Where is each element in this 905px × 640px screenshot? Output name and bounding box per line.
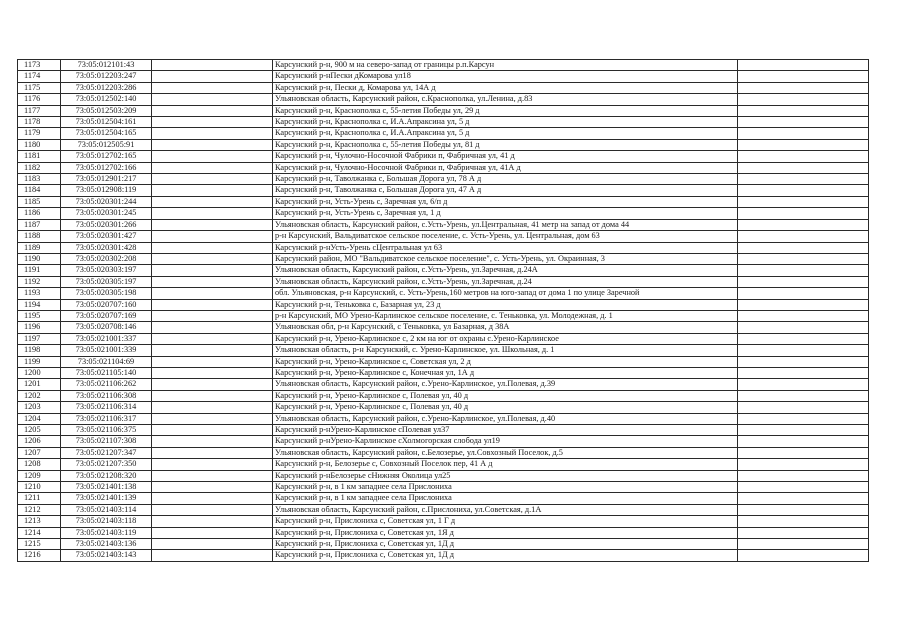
table-row <box>18 459 869 470</box>
empty-cell <box>152 242 273 253</box>
empty-cell <box>152 379 273 390</box>
cadastral-number-cell: 73:05:020708:146 <box>61 322 152 333</box>
table-row <box>18 322 869 333</box>
cadastral-number-cell: 73:05:020301:266 <box>61 219 152 230</box>
table-row <box>18 242 869 253</box>
cadastral-number-cell: 73:05:021104:69 <box>61 356 152 367</box>
empty-cell <box>738 367 869 378</box>
table-row <box>18 71 869 82</box>
row-number-cell: 1203 <box>18 402 61 413</box>
address-cell: Ульяновская область, Карсунский район, с.Усть-Урень, ул.Заречная, д.24А <box>273 265 738 276</box>
empty-cell <box>738 139 869 150</box>
address-cell: Карсунский р-н, Урено-Карлинское с, Полевая ул, 40 д <box>273 402 738 413</box>
empty-cell <box>152 436 273 447</box>
empty-cell <box>152 82 273 93</box>
empty-cell <box>738 253 869 264</box>
table-row <box>18 60 869 71</box>
row-number-cell: 1175 <box>18 82 61 93</box>
address-cell: Карсунский р-н, Краснополка с, И.А.Апраксина ул, 5 д <box>273 117 738 128</box>
row-number-cell: 1215 <box>18 539 61 550</box>
row-number-cell: 1188 <box>18 231 61 242</box>
table-row <box>18 105 869 116</box>
row-number-cell: 1183 <box>18 174 61 185</box>
cadastral-number-cell: 73:05:020305:197 <box>61 276 152 287</box>
table-row <box>18 265 869 276</box>
empty-cell <box>738 413 869 424</box>
cadastral-number-cell: 73:05:021001:337 <box>61 333 152 344</box>
cadastral-number-cell: 73:05:012901:217 <box>61 174 152 185</box>
empty-cell <box>738 527 869 538</box>
empty-cell <box>152 413 273 424</box>
cadastral-number-cell: 73:05:021403:119 <box>61 527 152 538</box>
row-number-cell: 1204 <box>18 413 61 424</box>
cadastral-number-cell: 73:05:012908:119 <box>61 185 152 196</box>
row-number-cell: 1202 <box>18 390 61 401</box>
row-number-cell: 1216 <box>18 550 61 561</box>
row-number-cell: 1198 <box>18 345 61 356</box>
row-number-cell: 1196 <box>18 322 61 333</box>
empty-cell <box>738 242 869 253</box>
row-number-cell: 1210 <box>18 482 61 493</box>
cadastral-number-cell: 73:05:021106:317 <box>61 413 152 424</box>
empty-cell <box>738 322 869 333</box>
cadastral-number-cell: 73:05:012702:165 <box>61 151 152 162</box>
table-row <box>18 425 869 436</box>
address-cell: р-н Карсунский, Вальдиватское сельское поселение, с. Усть-Урень, ул. Центральная, дом 63 <box>273 231 738 242</box>
address-cell: Карсунский р-н, Прислониха с, Советская ул, 1 Г д <box>273 516 738 527</box>
address-cell: Карсунский р-н, Прислониха с, Советская ул, 1Я д <box>273 527 738 538</box>
cadastral-number-cell: 73:05:020707:169 <box>61 310 152 321</box>
row-number-cell: 1207 <box>18 447 61 458</box>
empty-cell <box>738 493 869 504</box>
empty-cell <box>738 174 869 185</box>
address-cell: Карсунский р-н, Пески д, Комарова ул, 14А д <box>273 82 738 93</box>
empty-cell <box>152 265 273 276</box>
empty-cell <box>738 299 869 310</box>
empty-cell <box>152 128 273 139</box>
table-row <box>18 151 869 162</box>
address-cell: Карсунский р-нУрено-Карлинское сХолмогорская слобода ул19 <box>273 436 738 447</box>
table-row <box>18 162 869 173</box>
row-number-cell: 1201 <box>18 379 61 390</box>
cadastral-number-cell: 73:05:021106:262 <box>61 379 152 390</box>
table-row <box>18 310 869 321</box>
empty-cell <box>738 390 869 401</box>
empty-cell <box>152 356 273 367</box>
empty-cell <box>152 60 273 71</box>
address-cell: Карсунский р-нУсть-Урень сЦентральная ул 63 <box>273 242 738 253</box>
table-row <box>18 367 869 378</box>
empty-cell <box>738 379 869 390</box>
empty-cell <box>152 219 273 230</box>
empty-cell <box>152 550 273 561</box>
row-number-cell: 1177 <box>18 105 61 116</box>
cadastral-number-cell: 73:05:012504:165 <box>61 128 152 139</box>
cadastral-number-cell: 73:05:021401:139 <box>61 493 152 504</box>
address-cell: Ульяновская область, Карсунский район, с.Усть-Урень, ул.Центральная, 41 метр на запад от дома 44 <box>273 219 738 230</box>
address-cell: Карсунский р-н, Усть-Урень с, Заречная ул, 1 д <box>273 208 738 219</box>
empty-cell <box>738 185 869 196</box>
table-row <box>18 333 869 344</box>
table-row <box>18 174 869 185</box>
row-number-cell: 1194 <box>18 299 61 310</box>
empty-cell <box>152 425 273 436</box>
row-number-cell: 1209 <box>18 470 61 481</box>
empty-cell <box>738 276 869 287</box>
address-cell: Карсунский р-н, Урено-Карлинское с, Конечная ул, 1А д <box>273 367 738 378</box>
empty-cell <box>152 333 273 344</box>
empty-cell <box>738 265 869 276</box>
cadastral-number-cell: 73:05:020301:427 <box>61 231 152 242</box>
empty-cell <box>738 162 869 173</box>
table-row <box>18 94 869 105</box>
empty-cell <box>738 402 869 413</box>
cadastral-number-cell: 73:05:020302:208 <box>61 253 152 264</box>
cadastral-number-cell: 73:05:021401:138 <box>61 482 152 493</box>
empty-cell <box>152 459 273 470</box>
empty-cell <box>738 356 869 367</box>
empty-cell <box>738 550 869 561</box>
table-row <box>18 539 869 550</box>
cadastral-number-cell: 73:05:020301:245 <box>61 208 152 219</box>
row-number-cell: 1211 <box>18 493 61 504</box>
address-cell: Карсунский р-н, 900 м на северо-запад от границы р.п.Карсун <box>273 60 738 71</box>
cadastral-number-cell: 73:05:012101:43 <box>61 60 152 71</box>
table-row <box>18 128 869 139</box>
row-number-cell: 1213 <box>18 516 61 527</box>
empty-cell <box>152 493 273 504</box>
row-number-cell: 1208 <box>18 459 61 470</box>
row-number-cell: 1206 <box>18 436 61 447</box>
empty-cell <box>152 151 273 162</box>
address-cell: Карсунский р-нПески дКомарова ул18 <box>273 71 738 82</box>
address-cell: Карсунский р-н, Таволжанка с, Большая Дорога ул, 78 А д <box>273 174 738 185</box>
empty-cell <box>152 299 273 310</box>
empty-cell <box>738 470 869 481</box>
table-row <box>18 288 869 299</box>
table-row <box>18 253 869 264</box>
address-cell: Ульяновская обл, р-н Карсунский, с Теньковка, ул Базарная, д 38А <box>273 322 738 333</box>
row-number-cell: 1212 <box>18 504 61 515</box>
cadastral-number-cell: 73:05:021001:339 <box>61 345 152 356</box>
cadastral-number-cell: 73:05:021207:350 <box>61 459 152 470</box>
cadastral-number-cell: 73:05:020301:244 <box>61 196 152 207</box>
row-number-cell: 1199 <box>18 356 61 367</box>
empty-cell <box>152 470 273 481</box>
cadastral-number-cell: 73:05:012504:161 <box>61 117 152 128</box>
table-row <box>18 117 869 128</box>
address-cell: Карсунский р-н, Урено-Карлинское с, Полевая ул, 40 д <box>273 390 738 401</box>
address-cell: Карсунский р-н, Чулочно-Носочной Фабрики п, Фабричная ул, 41А д <box>273 162 738 173</box>
empty-cell <box>152 162 273 173</box>
cadastral-number-cell: 73:05:012203:286 <box>61 82 152 93</box>
table-row <box>18 527 869 538</box>
address-cell: Карсунский р-н, Чулочно-Носочной Фабрики п, Фабричная ул, 41 д <box>273 151 738 162</box>
empty-cell <box>738 128 869 139</box>
cadastral-number-cell: 73:05:021403:118 <box>61 516 152 527</box>
row-number-cell: 1182 <box>18 162 61 173</box>
empty-cell <box>152 447 273 458</box>
empty-cell <box>738 196 869 207</box>
address-cell: Ульяновская область, Карсунский район, с.Урено-Карлинское, ул.Полевая, д.39 <box>273 379 738 390</box>
cadastral-number-cell: 73:05:012505:91 <box>61 139 152 150</box>
row-number-cell: 1200 <box>18 367 61 378</box>
cadastral-number-cell: 73:05:021107:308 <box>61 436 152 447</box>
address-cell: Карсунский р-н, Таволжанка с, Большая Дорога ул, 47 А д <box>273 185 738 196</box>
address-cell: Карсунский р-нБелозерье сНижняя Околица ул25 <box>273 470 738 481</box>
empty-cell <box>738 310 869 321</box>
empty-cell <box>738 436 869 447</box>
empty-cell <box>738 482 869 493</box>
address-cell: Карсунский р-н, Белозерье с, Совхозный Поселок пер, 41 А д <box>273 459 738 470</box>
empty-cell <box>738 208 869 219</box>
empty-cell <box>738 82 869 93</box>
row-number-cell: 1176 <box>18 94 61 105</box>
empty-cell <box>152 208 273 219</box>
address-cell: Ульяновская область, р-н Карсунский, с. Урено-Карлинское, ул. Школьная, д. 1 <box>273 345 738 356</box>
cadastral-number-cell: 73:05:021208:320 <box>61 470 152 481</box>
empty-cell <box>738 345 869 356</box>
table-row <box>18 516 869 527</box>
table-row <box>18 196 869 207</box>
empty-cell <box>738 504 869 515</box>
address-cell: р-н Карсунский, МО Урено-Карлинское сельское поселение, с. Теньковка, ул. Молодежная, д. 1 <box>273 310 738 321</box>
empty-cell <box>152 539 273 550</box>
row-number-cell: 1179 <box>18 128 61 139</box>
cadastral-number-cell: 73:05:021403:143 <box>61 550 152 561</box>
row-number-cell: 1178 <box>18 117 61 128</box>
cadastral-number-cell: 73:05:012203:247 <box>61 71 152 82</box>
table-body <box>18 60 869 562</box>
table-row <box>18 356 869 367</box>
empty-cell <box>152 482 273 493</box>
empty-cell <box>152 71 273 82</box>
empty-cell <box>152 504 273 515</box>
address-cell: Ульяновская область, Карсунский район, с.Белозерье, ул.Совхозный Поселок, д.5 <box>273 447 738 458</box>
empty-cell <box>738 539 869 550</box>
cadastral-number-cell: 73:05:012502:140 <box>61 94 152 105</box>
table-row <box>18 379 869 390</box>
empty-cell <box>738 151 869 162</box>
empty-cell <box>738 94 869 105</box>
table-row <box>18 139 869 150</box>
address-cell: Ульяновская область, Карсунский район, с.Прислониха, ул.Советская, д.1А <box>273 504 738 515</box>
row-number-cell: 1214 <box>18 527 61 538</box>
empty-cell <box>152 196 273 207</box>
table-row <box>18 402 869 413</box>
table-row <box>18 231 869 242</box>
empty-cell <box>152 288 273 299</box>
row-number-cell: 1174 <box>18 71 61 82</box>
cadastral-number-cell: 73:05:021105:140 <box>61 367 152 378</box>
cadastral-number-cell: 73:05:012503:209 <box>61 105 152 116</box>
row-number-cell: 1205 <box>18 425 61 436</box>
table-row <box>18 413 869 424</box>
table-row <box>18 219 869 230</box>
row-number-cell: 1192 <box>18 276 61 287</box>
row-number-cell: 1195 <box>18 310 61 321</box>
empty-cell <box>738 231 869 242</box>
address-cell: Карсунский р-н, Прислониха с, Советская ул, 1Д д <box>273 539 738 550</box>
address-cell: обл. Ульяновская, р-н Карсунский, с. Усть-Урень,160 метров на юго-запад от дома 1 по улице Заречной <box>273 288 738 299</box>
cadastral-number-cell: 73:05:021106:375 <box>61 425 152 436</box>
table-row <box>18 436 869 447</box>
address-cell: Карсунский р-н, Теньковка с, Базарная ул, 23 д <box>273 299 738 310</box>
table-row <box>18 504 869 515</box>
cadastral-number-cell: 73:05:021207:347 <box>61 447 152 458</box>
address-cell: Карсунский р-н, Краснополка с, И.А.Апраксина ул, 5 д <box>273 128 738 139</box>
empty-cell <box>738 425 869 436</box>
empty-cell <box>152 174 273 185</box>
empty-cell <box>152 231 273 242</box>
table-row <box>18 470 869 481</box>
table-row <box>18 208 869 219</box>
empty-cell <box>738 459 869 470</box>
empty-cell <box>152 402 273 413</box>
empty-cell <box>152 516 273 527</box>
address-cell: Карсунский район, МО "Вальдиватское сельское поселение", с. Усть-Урень, ул. Окраинная, 3 <box>273 253 738 264</box>
cadastral-number-cell: 73:05:020305:198 <box>61 288 152 299</box>
empty-cell <box>738 117 869 128</box>
row-number-cell: 1173 <box>18 60 61 71</box>
empty-cell <box>738 71 869 82</box>
table-row <box>18 299 869 310</box>
cadastral-number-cell: 73:05:021403:114 <box>61 504 152 515</box>
row-number-cell: 1184 <box>18 185 61 196</box>
table-row <box>18 493 869 504</box>
row-number-cell: 1186 <box>18 208 61 219</box>
row-number-cell: 1189 <box>18 242 61 253</box>
cadastral-number-cell: 73:05:021403:136 <box>61 539 152 550</box>
cadastral-number-cell: 73:05:020303:197 <box>61 265 152 276</box>
address-cell: Карсунский р-нУрено-Карлинское сПолевая ул37 <box>273 425 738 436</box>
row-number-cell: 1193 <box>18 288 61 299</box>
row-number-cell: 1185 <box>18 196 61 207</box>
empty-cell <box>152 117 273 128</box>
table-row <box>18 447 869 458</box>
empty-cell <box>738 105 869 116</box>
table-row <box>18 482 869 493</box>
cadastral-number-cell: 73:05:021106:308 <box>61 390 152 401</box>
empty-cell <box>738 219 869 230</box>
empty-cell <box>738 516 869 527</box>
cadastral-number-cell: 73:05:020301:428 <box>61 242 152 253</box>
address-cell: Карсунский р-н, Урено-Карлинское с, Советская ул, 2 д <box>273 356 738 367</box>
address-cell: Ульяновская область, Карсунский район, с.Усть-Урень, ул.Заречная, д.24 <box>273 276 738 287</box>
empty-cell <box>738 60 869 71</box>
row-number-cell: 1187 <box>18 219 61 230</box>
table-row <box>18 390 869 401</box>
empty-cell <box>738 288 869 299</box>
table-row <box>18 185 869 196</box>
row-number-cell: 1181 <box>18 151 61 162</box>
empty-cell <box>738 333 869 344</box>
table-row <box>18 276 869 287</box>
table-row <box>18 82 869 93</box>
row-number-cell: 1197 <box>18 333 61 344</box>
cadastral-number-cell: 73:05:012702:166 <box>61 162 152 173</box>
table-row <box>18 550 869 561</box>
empty-cell <box>152 94 273 105</box>
empty-cell <box>152 367 273 378</box>
row-number-cell: 1191 <box>18 265 61 276</box>
address-cell: Карсунский р-н, в 1 км западнее села Прислониха <box>273 493 738 504</box>
address-cell: Карсунский р-н, Прислониха с, Советская ул, 1Д д <box>273 550 738 561</box>
table-row <box>18 345 869 356</box>
empty-cell <box>152 105 273 116</box>
address-cell: Карсунский р-н, Краснополка с, 55-летия Победы ул, 81 д <box>273 139 738 150</box>
cadastral-number-cell: 73:05:021106:314 <box>61 402 152 413</box>
empty-cell <box>152 139 273 150</box>
address-cell: Ульяновская область, Карсунский район, с.Краснополка, ул.Ленина, д.83 <box>273 94 738 105</box>
empty-cell <box>152 310 273 321</box>
address-cell: Карсунский р-н, Краснополка с, 55-летия Победы ул, 29 д <box>273 105 738 116</box>
property-register-table <box>17 59 869 562</box>
empty-cell <box>152 527 273 538</box>
empty-cell <box>152 322 273 333</box>
empty-cell <box>152 185 273 196</box>
address-cell: Карсунский р-н, Урено-Карлинское с, 2 км на юг от охраны с.Урено-Карлинское <box>273 333 738 344</box>
address-cell: Карсунский р-н, в 1 км западнее села Прислониха <box>273 482 738 493</box>
empty-cell <box>738 447 869 458</box>
empty-cell <box>152 276 273 287</box>
cadastral-number-cell: 73:05:020707:160 <box>61 299 152 310</box>
row-number-cell: 1180 <box>18 139 61 150</box>
empty-cell <box>152 253 273 264</box>
address-cell: Карсунский р-н, Усть-Урень с, Заречная ул, 6/п д <box>273 196 738 207</box>
address-cell: Ульяновская область, Карсунский район, с.Урено-Карлинское, ул.Полевая, д.40 <box>273 413 738 424</box>
row-number-cell: 1190 <box>18 253 61 264</box>
empty-cell <box>152 345 273 356</box>
empty-cell <box>152 390 273 401</box>
